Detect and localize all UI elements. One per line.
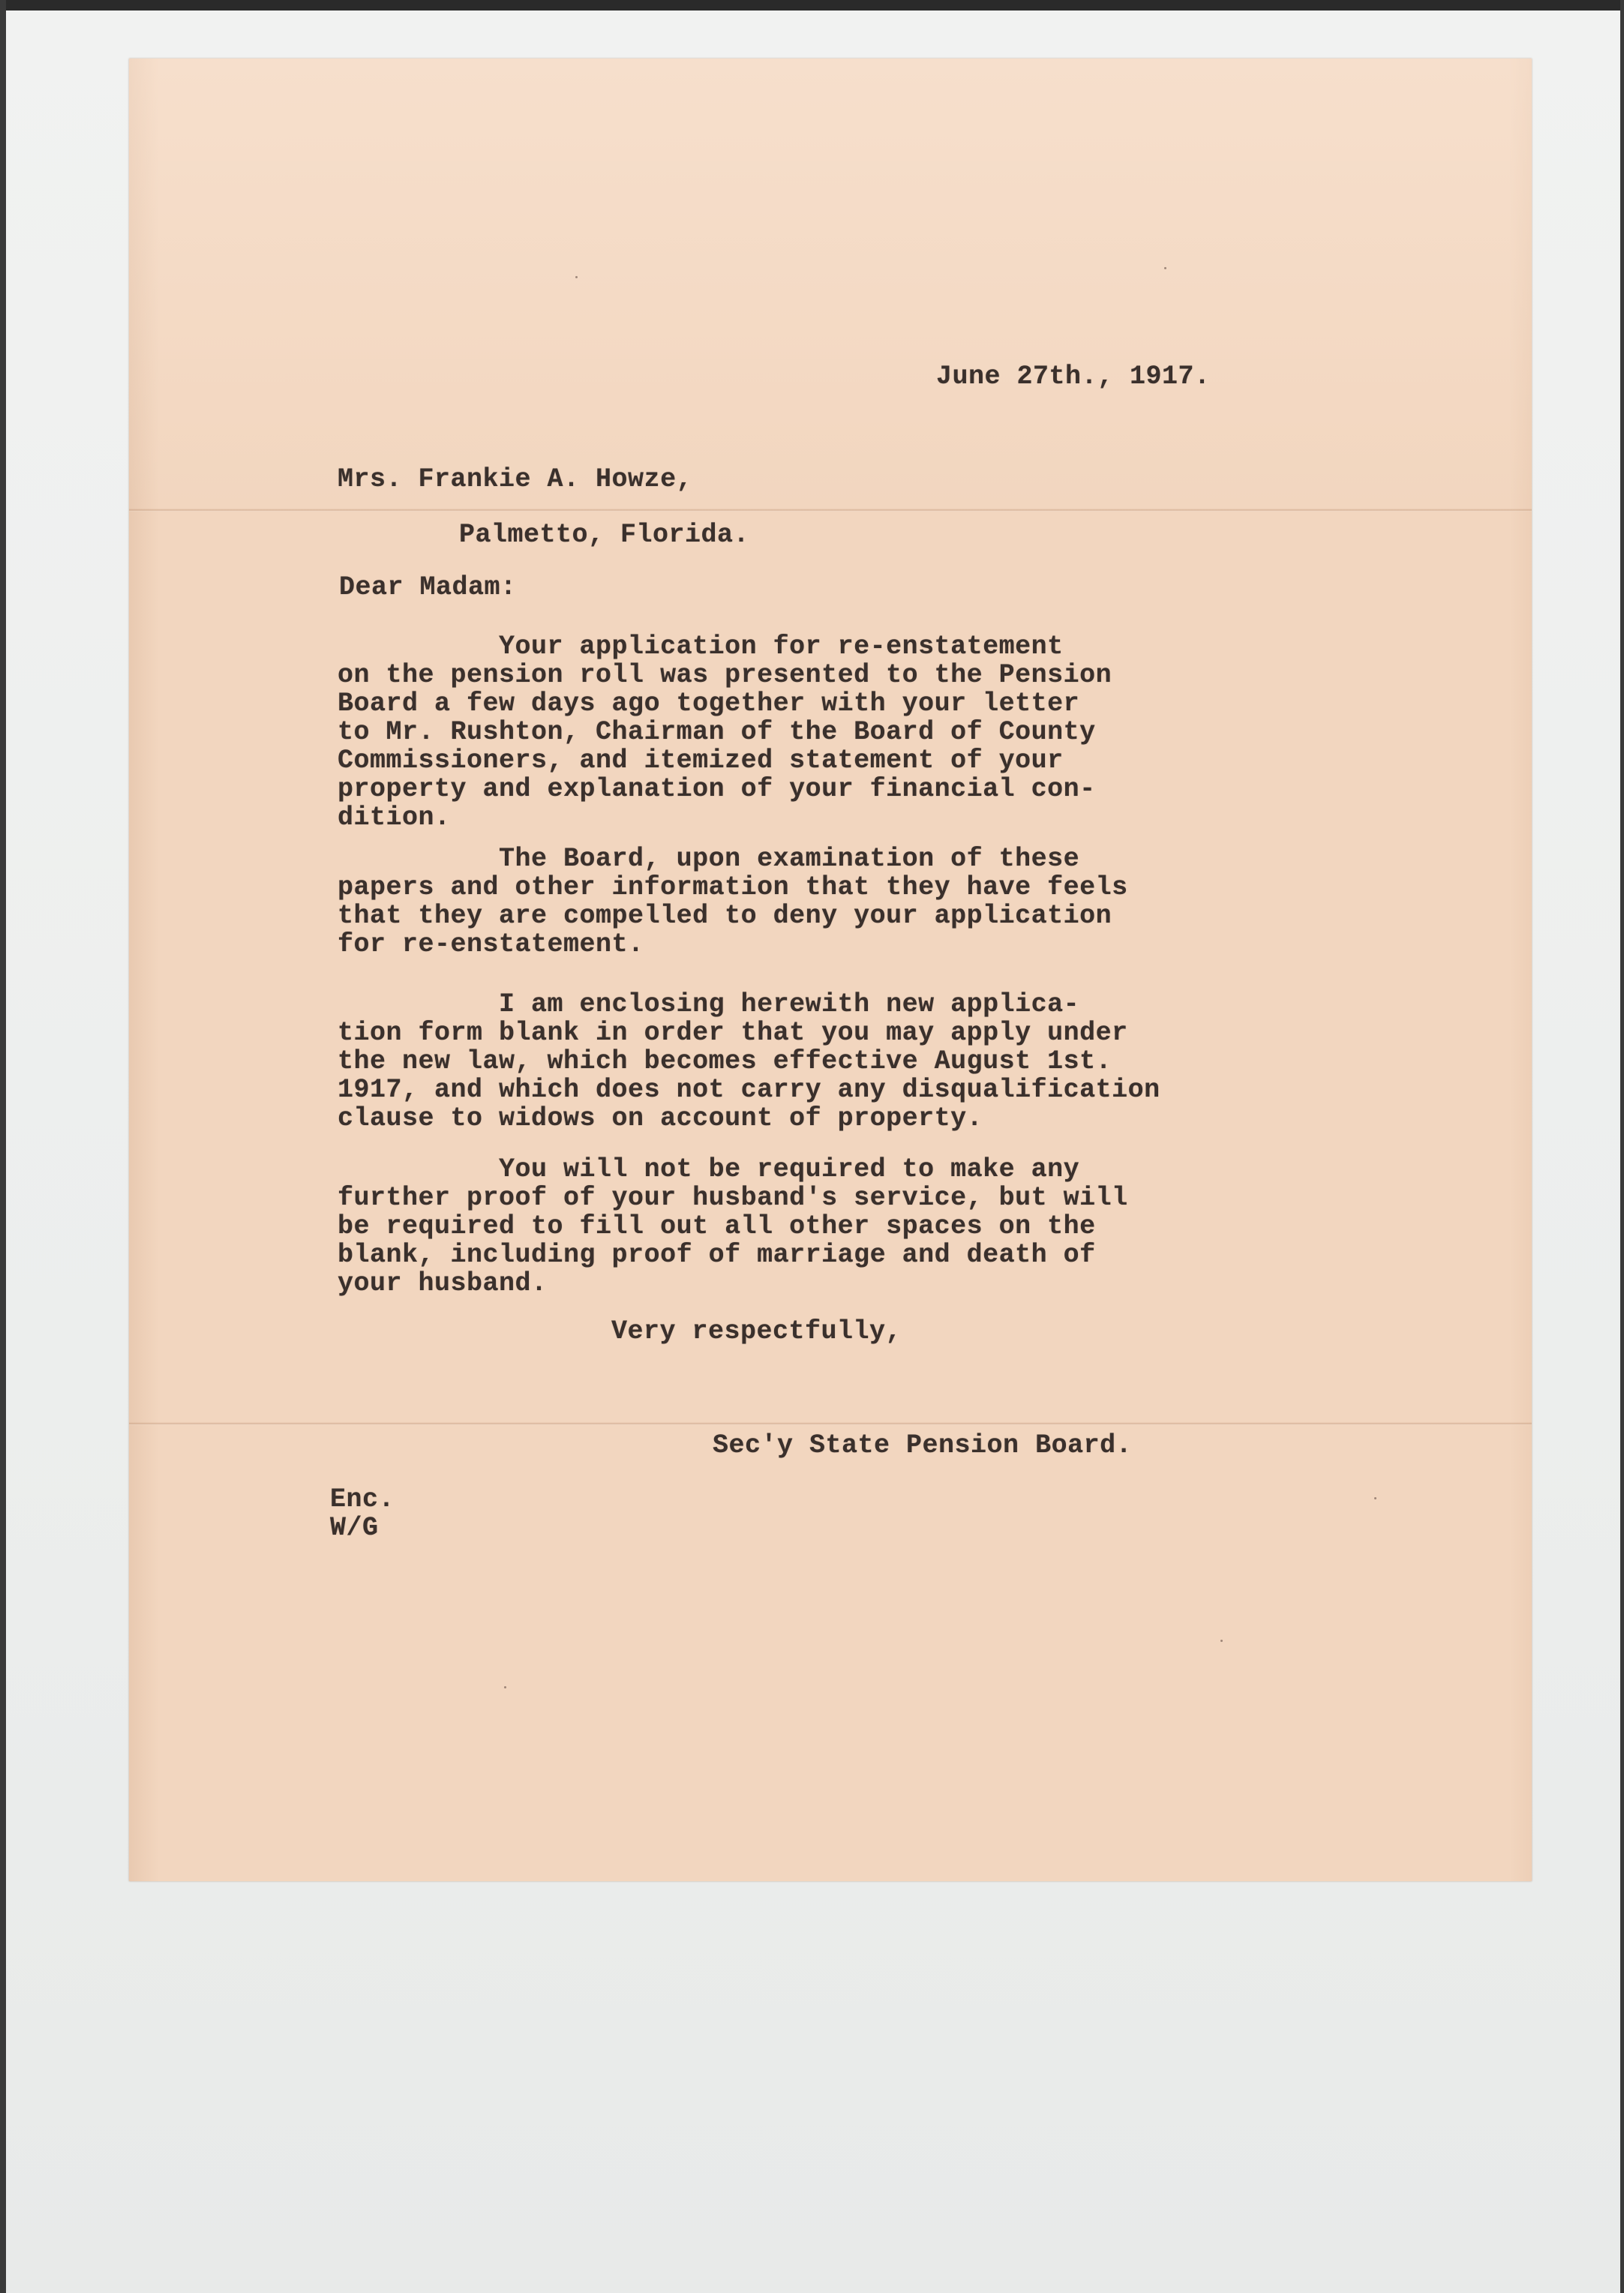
scanner-top-border xyxy=(0,0,1624,11)
body-paragraph-decision: The Board, upon examination of these papers and other information that they have feels that they are compelled to deny your application for re-enstatement. xyxy=(338,844,1128,959)
body-paragraph-enclosure: I am enclosing herewith new applica- tion form blank in order that you may apply under the new law, which becomes effective August 1st. 1917, and which does not carry any disqualification clause to widows on account of property. xyxy=(338,989,1160,1133)
paper-speck xyxy=(504,1686,506,1688)
paper-speck xyxy=(1220,1640,1223,1642)
body-paragraph-application: Your application for re-enstatement on the pension roll was presented to the Pension Board a few days ago together with your letter to Mr. Rushton, Chairman of the Board of County Commissioners, and itemized statement of your property and explanation of your financial con- dition. xyxy=(338,632,1112,833)
recipient-address: Palmetto, Florida. xyxy=(459,520,750,550)
letter-date: June 27th., 1917. xyxy=(936,362,1211,392)
upper-fold-crease xyxy=(129,509,1532,512)
salutation: Dear Madam: xyxy=(339,572,517,602)
scanner-right-border xyxy=(1620,0,1624,2293)
complimentary-closing: Very respectfully, xyxy=(611,1316,902,1346)
paper-speck xyxy=(575,276,578,278)
recipient-name: Mrs. Frankie A. Howze, xyxy=(338,464,693,494)
body-paragraph-requirements: You will not be required to make any further proof of your husband's service, but will be required to fill out all other spaces on the blank, including proof of marriage and death of your husband. xyxy=(338,1154,1128,1298)
enclosure-note: Enc. xyxy=(330,1484,395,1514)
paper-speck xyxy=(1374,1497,1376,1499)
typist-initials: W/G xyxy=(330,1513,379,1543)
lower-fold-crease xyxy=(129,1422,1532,1425)
paper-speck xyxy=(1164,267,1166,269)
letter-page xyxy=(129,59,1532,1881)
signature-title: Sec'y State Pension Board. xyxy=(713,1430,1133,1460)
scanner-left-border xyxy=(0,0,6,2293)
